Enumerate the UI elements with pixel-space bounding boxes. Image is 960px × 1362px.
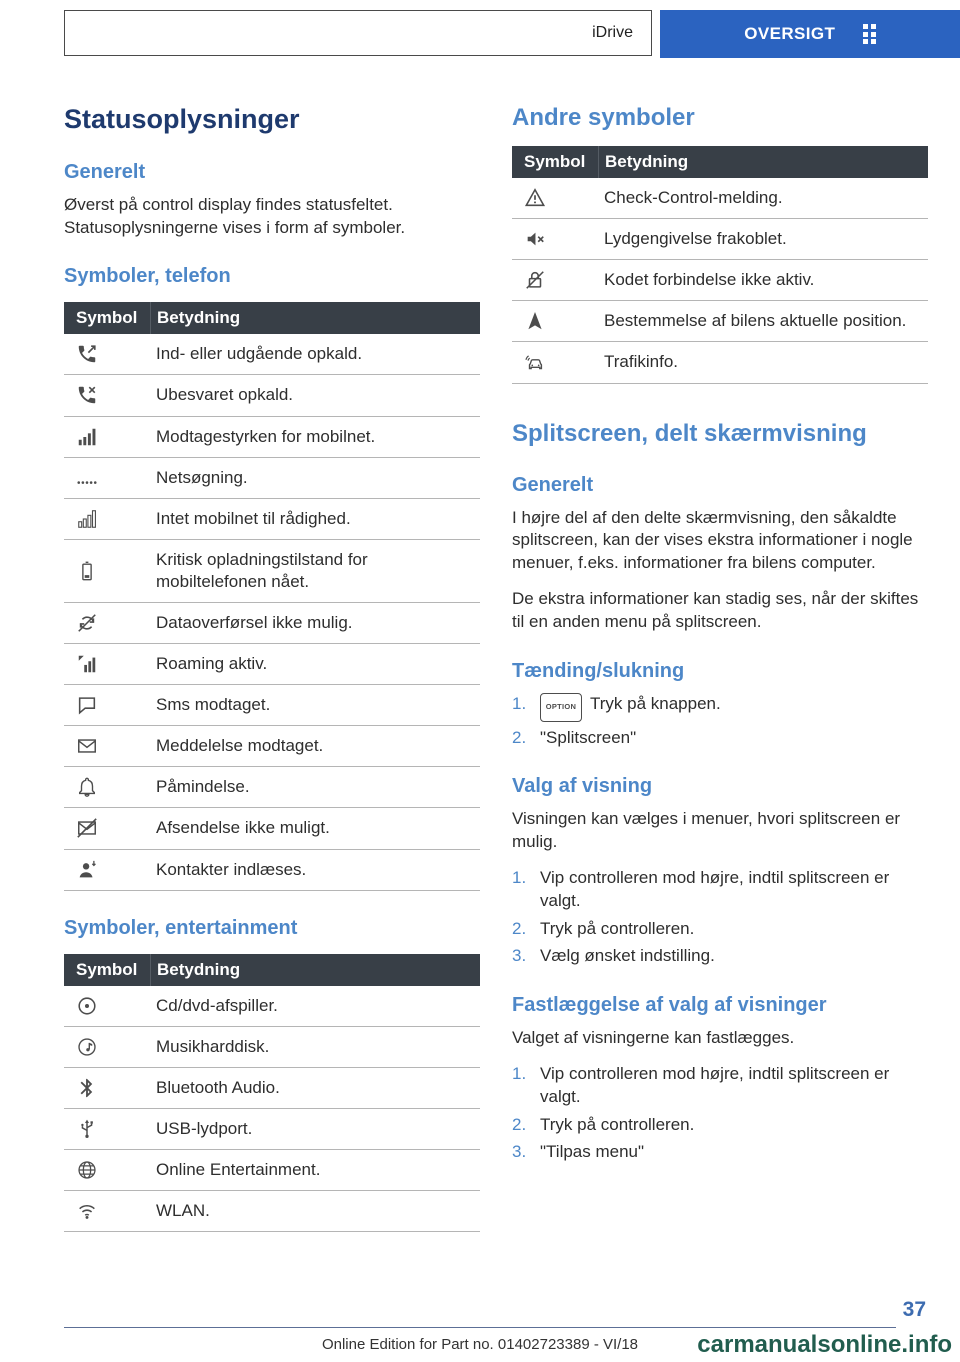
list-number: 1. (512, 1064, 527, 1084)
heading-generelt: Generelt (64, 161, 146, 183)
meaning-cell: USB-lydport. (156, 1119, 253, 1138)
roaming-icon (76, 653, 98, 675)
heading-generelt-splitscreen: Generelt (512, 473, 594, 496)
list-item-text: OPTION Tryk på knappen. (540, 693, 928, 722)
table-row (64, 1068, 480, 1109)
valg-steps (512, 867, 928, 967)
table-row (64, 808, 480, 849)
symbol-cell (64, 817, 150, 839)
column-header: Symbol (76, 959, 138, 979)
meaning-cell: Sms modtaget. (156, 695, 271, 715)
reminder-icon (76, 776, 98, 798)
symbol-cell (64, 508, 150, 530)
list-number: 2. (512, 727, 527, 747)
table-row (64, 1150, 480, 1191)
heading-andre-symboler: Andre symboler (512, 104, 695, 131)
heading-symboler-telefon: Symboler, telefon (64, 265, 231, 288)
wlan-icon (76, 1200, 98, 1222)
page-title: Statusoplysninger (64, 104, 300, 134)
sms-icon (76, 694, 98, 716)
table-row (64, 1027, 480, 1068)
table-row (512, 260, 928, 301)
page-header (0, 10, 960, 58)
list-item-text: Tryk på controlleren. (540, 918, 695, 938)
meaning-cell: Netsøgning. (156, 467, 248, 487)
table-row (512, 219, 928, 260)
symbol-cell (64, 1118, 150, 1140)
table-row (64, 986, 480, 1027)
footer-rule (64, 1327, 896, 1328)
symbol-cell (64, 1200, 150, 1222)
table-row (64, 375, 480, 416)
meaning-cell: Lydgengivelse frakoblet. (604, 229, 787, 249)
meaning-cell: Roaming aktiv. (156, 654, 268, 674)
symbol-cell (64, 343, 150, 365)
symbol-cell (512, 310, 598, 332)
meaning-cell: Ind- eller udgående opkald. (156, 344, 363, 364)
heading-fastlaeggelse: Fastlæggelse af valg af visninger (512, 993, 827, 1016)
column-header: Betydning (598, 146, 928, 178)
symbol-cell (64, 694, 150, 716)
list-item (512, 693, 928, 722)
idrive-tab (64, 10, 652, 56)
online-entertainment-icon (76, 1159, 98, 1181)
message-icon (76, 735, 98, 757)
symbol-cell (64, 467, 150, 489)
page-number: 37 (902, 1298, 926, 1321)
table-row (64, 603, 480, 644)
column-header: Symbol (76, 308, 138, 328)
table-row (512, 301, 928, 342)
heading-valg-af-visning: Valg af visning (512, 775, 653, 798)
meaning-cell: Påmindelse. (156, 777, 250, 797)
coded-connection-icon (524, 269, 546, 291)
list-item (512, 945, 928, 968)
table-row (64, 334, 480, 375)
page-content (0, 58, 960, 1236)
entertainment-symbol-table (64, 954, 480, 1233)
meaning-cell: Check-Control-melding. (604, 188, 783, 208)
fastlaeggelse-steps (512, 1063, 928, 1163)
splitscreen-paragraph-1: I højre del af den delte skærmvisning, den såkaldte splitscreen, kan der vises ekstra informationer i nogle menuer, f.eks. informationer fra bilens computer. (512, 507, 913, 572)
list-number: 3. (512, 946, 527, 966)
taending-steps (512, 693, 928, 750)
symbol-cell (64, 859, 150, 881)
meaning-cell: Musikharddisk. (156, 1036, 270, 1056)
table-header-row (64, 954, 480, 986)
no-mobile-network-icon (76, 508, 98, 530)
meaning-cell: Meddelelse modtaget. (156, 736, 324, 756)
column-header: Betydning (150, 954, 480, 986)
list-number: 2. (512, 918, 527, 938)
symbol-cell (64, 426, 150, 448)
idrive-tab-label: iDrive (592, 24, 633, 41)
bluetooth-audio-icon (76, 1077, 98, 1099)
meaning-cell: Online Entertainment. (156, 1160, 321, 1180)
table-header-row (512, 146, 928, 178)
symbol-cell (64, 1159, 150, 1181)
table-row (512, 342, 928, 383)
symbol-cell (64, 995, 150, 1017)
column-header: Betydning (150, 302, 480, 334)
meaning-cell: Ubesvaret opkald. (156, 385, 294, 405)
symbol-cell (64, 1077, 150, 1099)
symbol-cell (512, 269, 598, 291)
meaning-cell: Trafikinfo. (604, 352, 679, 372)
table-row (64, 458, 480, 499)
list-item-text: "Tilpas menu" (540, 1142, 645, 1162)
battery-critical-icon (76, 560, 98, 582)
table-row (64, 499, 480, 540)
list-number: 1. (512, 868, 527, 888)
list-number: 3. (512, 1142, 527, 1162)
list-item (512, 1141, 928, 1164)
list-number: 1. (512, 693, 527, 713)
option-button-icon: OPTION (540, 693, 582, 722)
no-data-transfer-icon (76, 612, 98, 634)
music-harddisk-icon (76, 1036, 98, 1058)
phone-outgoing-icon (76, 343, 98, 365)
usb-icon (76, 1118, 98, 1140)
network-search-icon (76, 467, 98, 489)
table-row (64, 644, 480, 685)
table-row (64, 417, 480, 458)
table-row (64, 767, 480, 808)
meaning-cell: Afsendelse ikke muligt. (156, 818, 330, 838)
watermark: carmanualsonline.info (697, 1331, 952, 1358)
list-number: 2. (512, 1114, 527, 1134)
sound-off-icon (524, 228, 546, 250)
heading-taending-slukning: Tænding/slukning (512, 659, 685, 682)
symbol-cell (512, 187, 598, 209)
symbol-cell (512, 228, 598, 250)
column-header: Symbol (524, 152, 586, 172)
contacts-loading-icon (76, 859, 98, 881)
phone-missed-icon (76, 384, 98, 406)
oversigt-banner (660, 10, 960, 58)
table-row (64, 540, 480, 603)
symbol-cell (512, 352, 598, 374)
list-item-text: Vip controlleren mod højre, indtil splitscreen er valgt. (540, 1064, 890, 1107)
list-item-text: Vælg ønsket indstilling. (540, 946, 715, 966)
list-item (512, 1063, 928, 1108)
meaning-cell: Bluetooth Audio. (156, 1077, 280, 1097)
list-item (512, 1114, 928, 1137)
symbol-cell (64, 1036, 150, 1058)
meaning-cell: Dataoverførsel ikke mulig. (156, 612, 353, 632)
meaning-cell: Kodet forbindelse ikke aktiv. (604, 270, 815, 290)
send-failed-icon (76, 817, 98, 839)
andre-symbol-table (512, 146, 928, 384)
oversigt-label: OVERSIGT (744, 24, 836, 43)
position-icon (524, 310, 546, 332)
telefon-symbol-table (64, 302, 480, 890)
symbol-cell (64, 735, 150, 757)
list-item-text: Vip controlleren mod højre, indtil splitscreen er valgt. (540, 868, 890, 911)
left-column (64, 104, 480, 1236)
generelt-paragraph: Øverst på control display findes statusfeltet. Statusoplysningerne vises i form af symboler. (64, 195, 406, 237)
table-row (64, 1109, 480, 1150)
edition-note: Online Edition for Part no. 01402723389 - VI/18 (321, 1336, 639, 1353)
valg-paragraph: Visningen kan vælges i menuer, hvori splitscreen er mulig. (512, 809, 901, 851)
symbol-cell (64, 384, 150, 406)
meaning-cell: Cd/dvd-afspiller. (156, 995, 278, 1015)
traffic-info-icon (524, 352, 546, 374)
meaning-cell: Bestemmelse af bilens aktuelle position. (604, 311, 907, 331)
meaning-cell: Modtagestyrken for mobilnet. (156, 426, 376, 446)
table-header-row (64, 302, 480, 334)
table-row (64, 1191, 480, 1232)
symbol-cell (64, 776, 150, 798)
meaning-cell: Intet mobilnet til rådighed. (156, 508, 351, 528)
table-row (64, 850, 480, 891)
symbol-cell (64, 612, 150, 634)
grid-icon (863, 24, 876, 44)
heading-splitscreen: Splitscreen, delt skærmvisning (512, 419, 867, 447)
meaning-cell: Kontakter indlæses. (156, 859, 307, 879)
meaning-cell: Kritisk opladningstilstand for mobiltelefonen nået. (156, 549, 368, 591)
list-item (512, 867, 928, 912)
list-item (512, 727, 928, 750)
list-item-text: Tryk på controlleren. (540, 1114, 695, 1134)
table-row (64, 726, 480, 767)
symbol-cell (64, 560, 150, 582)
check-control-icon (524, 187, 546, 209)
table-row (512, 178, 928, 219)
signal-strength-icon (76, 426, 98, 448)
fastlaeggelse-paragraph: Valget af visningerne kan fastlægges. (512, 1027, 795, 1047)
splitscreen-paragraph-2: De ekstra informationer kan stadig ses, når der skiftes til en anden menu på splitscreen. (512, 589, 919, 631)
symbol-cell (64, 653, 150, 675)
meaning-cell: WLAN. (156, 1201, 210, 1221)
table-row (64, 685, 480, 726)
right-column (512, 104, 928, 1236)
heading-symboler-entertainment: Symboler, entertainment (64, 916, 298, 939)
cd-icon (76, 995, 98, 1017)
list-item-text: "Splitscreen" (540, 727, 637, 747)
list-item (512, 918, 928, 941)
